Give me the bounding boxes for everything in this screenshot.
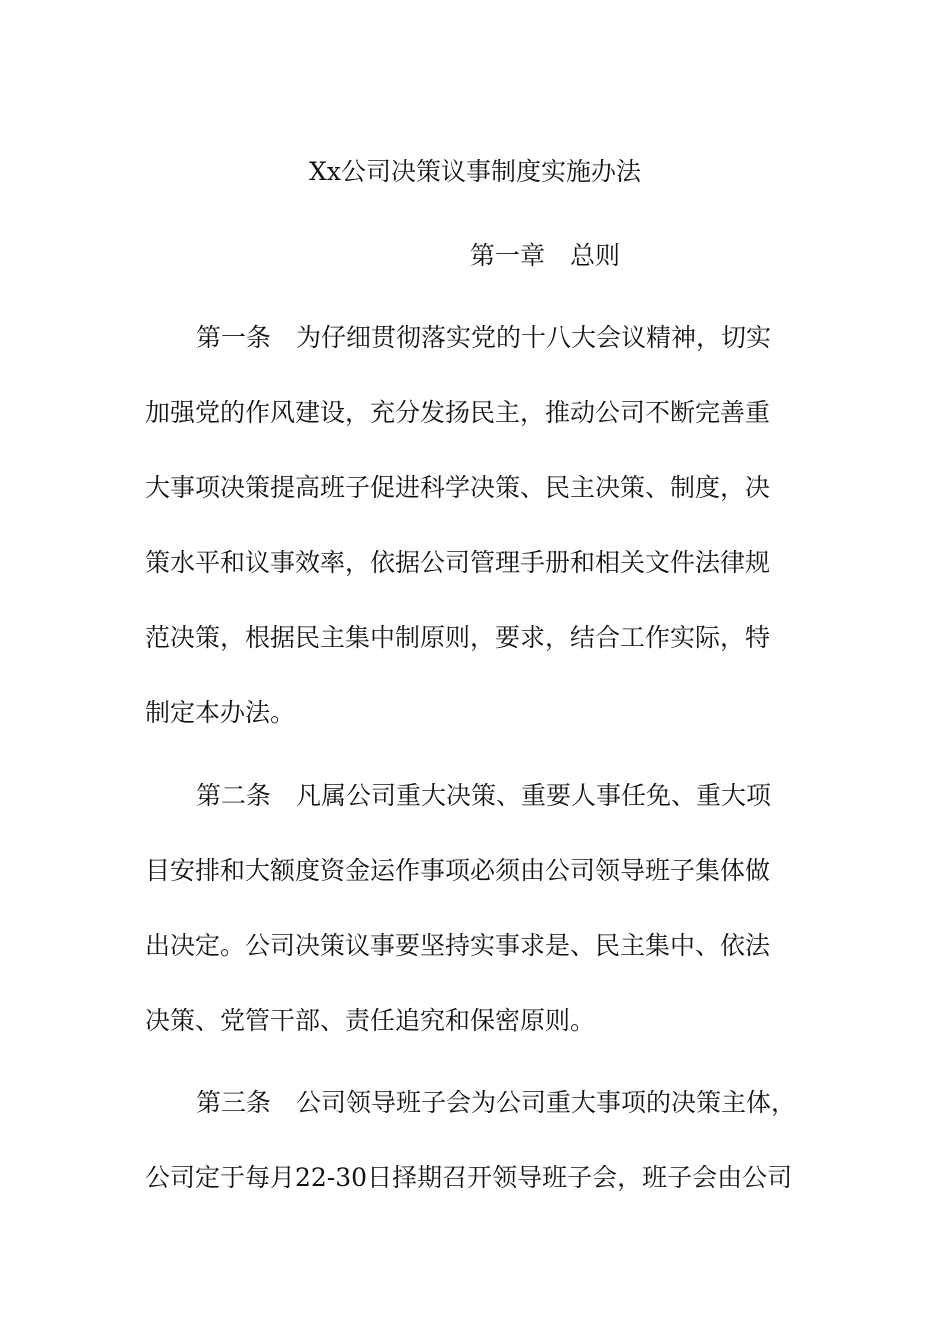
article-3-line-2: 公司定于每月22-30日择期召开领导班子会，班子会由公司 — [145, 1163, 793, 1192]
article-1-line-6: 制定本办法。 — [145, 698, 296, 727]
article-1-line-3: 大事项决策提高班子促进科学决策、民主决策、制度，决 — [145, 473, 771, 502]
article-1-line-4: 策水平和议事效率，依据公司管理手册和相关文件法律规 — [145, 548, 771, 577]
article-2-line-2: 目安排和大额度资金运作事项必须由公司领导班子集体做 — [145, 856, 771, 885]
article-1-line-5: 范决策，根据民主集中制原则，要求，结合工作实际，特 — [145, 623, 771, 652]
article-2-line-1: 第二条 凡属公司重大决策、重要人事任免、重大项 — [196, 781, 772, 810]
article-2-line-4: 决策、党管干部、责任追究和保密原则。 — [145, 1006, 596, 1035]
article-2-line-3: 出决定。公司决策议事要坚持实事求是、民主集中、依法 — [145, 931, 771, 960]
document-title: Xx公司决策议事制度实施办法 — [309, 157, 641, 186]
article-1-line-2: 加强党的作风建设，充分发扬民主，推动公司不断完善重 — [145, 398, 771, 427]
chapter-title: 第一章 总则 — [470, 241, 621, 270]
article-1-line-1: 第一条 为仔细贯彻落实党的十八大会议精神，切实 — [196, 323, 772, 352]
article-3-line-1: 第三条 公司领导班子会为公司重大事项的决策主体， — [196, 1088, 797, 1117]
